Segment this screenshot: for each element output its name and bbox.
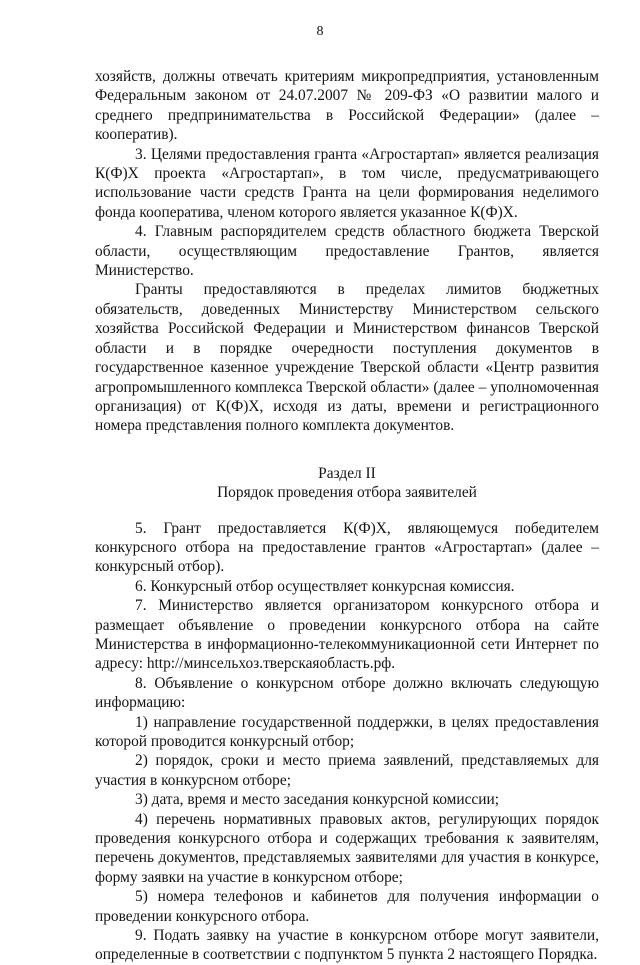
paragraph-item-3: 3. Целями предоставления гранта «Агростартап» является реализация К(Ф)Х проекта «Агростартап», в том числе, предусматривающего использование части средств Гранта на цели формирования неделимого фонда кооператива, членом которого является указанное К(Ф)Х. (95, 145, 599, 221)
paragraph-item-7: 7. Министерство является организатором конкурсного отбора и размещает объявление о проведении конкурсного отбора на сайте Министерства в информационно-телекоммуникационной сети Интернет по адресу: http://минсельхоз.тверскаяобласть.рф. (95, 597, 599, 673)
page-number: 8 (316, 24, 324, 39)
list-item-2: 2) порядок, сроки и место приема заявлений, представляемых для участия в конкурсном отборе; (95, 752, 599, 789)
section-number: Раздел II (318, 464, 376, 482)
list-item-3: 3) дата, время и место заседания конкурсной комиссии; (135, 791, 499, 809)
paragraph-item-8: 8. Объявление о конкурсном отборе должно включать следующую информацию: (95, 674, 599, 712)
paragraph-item-9: 9. Подать заявку на участие в конкурсном отборе могут заявители, определенные в соответствии с подпунктом 5 пункта 2 настоящего Порядка. (95, 927, 599, 964)
section-title: Порядок проведения отбора заявителей (217, 484, 477, 502)
paragraph-item-6: 6. Конкурсный отбор осуществляет конкурсная комиссия. (135, 577, 515, 595)
list-item-5: 5) номера телефонов и кабинетов для получения информации о проведении конкурсного отбора. (95, 888, 599, 925)
list-item-1: 1) направление государственной поддержки, в целях предоставления которой проводится конкурсный отбор; (95, 713, 599, 750)
paragraph-grants-limits: Гранты предоставляются в пределах лимитов бюджетных обязательств, доведенных Министерству Министерством сельского хозяйства Российской Федерации и Министерством финансов Тверской области и в порядке очередности поступления документов в государственное казенное учреждение Тверской области «Центр развития агропромышленного комплекса Тверской области» (далее – уполномоченная организация) от К(Ф)Х, исходя из даты, времени и регистрационного номера представления полного комплекта документов. (95, 281, 599, 435)
document-body (95, 67, 599, 965)
list-item-4: 4) перечень нормативных правовых актов, регулирующих порядок проведения конкурсного отбора и содержащих требования к заявителям, перечень документов, представляемых заявителями для участия в конкурсе, форму заявки на участие в конкурсном отборе; (95, 810, 599, 886)
paragraph-continuation: хозяйств, должны отвечать критериям микропредприятия, установленным Федеральным законом от 24.07.2007 № 209-ФЗ «О развитии малого и среднего предпринимательства в Российской Федерации» (далее – кооператив). (95, 68, 599, 144)
paragraph-item-4: 4. Главным распорядителем средств областного бюджета Тверской области, осуществляющим предоставление Грантов, является Министерство. (95, 223, 599, 280)
paragraph-item-5: 5. Грант предоставляется К(Ф)Х, являющемуся победителем конкурсного отбора на предоставление грантов «Агростартап» (далее – конкурсный отбор). (95, 519, 599, 576)
